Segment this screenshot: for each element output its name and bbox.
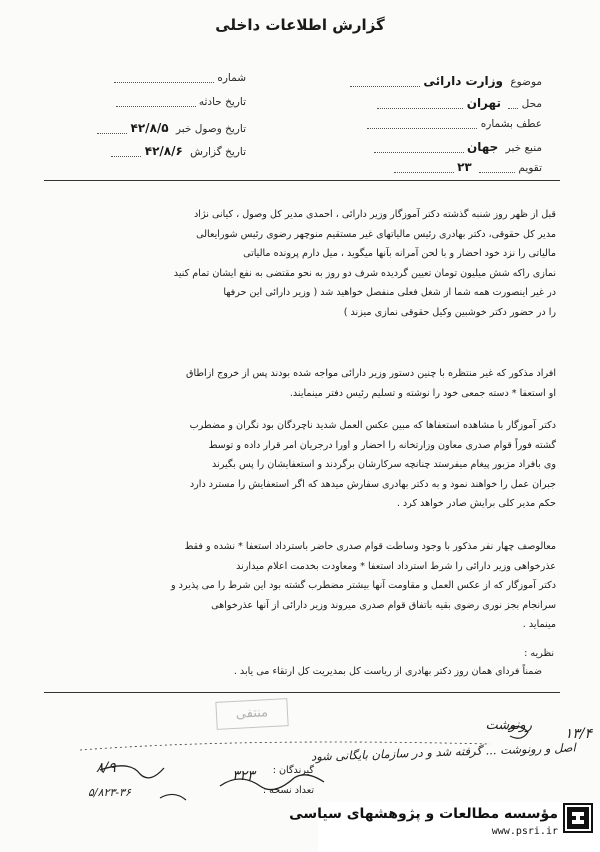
subject-row	[350, 74, 542, 88]
source-label: منبع خبر	[505, 142, 542, 154]
opinion-label: نظریه :	[524, 648, 554, 659]
handwriting-strokes	[40, 700, 560, 810]
eval-row	[394, 160, 542, 174]
paragraph-4	[54, 537, 556, 635]
report-date-label: تاریخ گزارش	[190, 146, 246, 158]
eval-label: تقویم	[518, 162, 542, 174]
source-row	[374, 140, 542, 154]
received-date-value: ۴۲/۸/۵	[130, 121, 169, 135]
report-date-row	[111, 144, 246, 158]
paragraph-line: سرانجام بجز نوری رضوی بقیه باتفاق قوام صدری میروند وزیر دارائی از آنها عذرخواهی	[211, 599, 556, 611]
paragraph-line: نمازی راکه شش میلیون تومان تعیین گردیده شرف دو روز به نحو مقتضی به نفع ایشان تمام کنید	[173, 267, 556, 279]
institute-name: مؤسسه مطالعات و پژوهشهای سیاسی	[289, 806, 558, 822]
place-label: محل	[521, 98, 542, 110]
handwritten-note: اصل و رونوشت ... گرفته شد و در سازمان بایگانی شود	[311, 740, 577, 764]
paragraph-line: مینماید .	[522, 619, 556, 631]
paragraph-line: افراد مذکور که غیر منتظره با چنین دستور وزیر دارائی مواجه شده بودند پس از خروج ازاطاق	[186, 368, 556, 379]
handwritten-number-left: ۸/۹	[96, 760, 116, 776]
subject-value: وزارت دارائی	[423, 74, 503, 88]
paragraph-line: معالوصف چهار نفر مذکور با وجود وساطت قوام صدری حاضر باسترداد استعفا * نشده و فقط	[184, 541, 556, 552]
subject-label: موضوع	[510, 76, 542, 88]
recipients-label: گیرندگان :	[272, 765, 314, 776]
handwritten-number-mid: ۳۲۳	[232, 768, 255, 784]
place-value: تهران	[466, 96, 501, 110]
paragraph-line: او استعفا * دسته جمعی خود را نوشته و تسلیم رئیس دفتر مینمایند.	[289, 387, 556, 399]
paragraph-line: قبل از ظهر روز شنبه گذشته دکتر آموزگار وزیر دارائی ، احمدی مدیر کل وصول ، کیانی نژاد	[194, 209, 556, 220]
handwritten-signature: رونوشت	[485, 718, 532, 733]
header-divider	[44, 180, 560, 181]
institute-url[interactable]: www.psri.ir	[491, 826, 558, 837]
paragraph-line: را در حضور دکتر خوشبین وکیل حقوقی نمازی میزند )	[343, 306, 556, 318]
received-date-label: تاریخ وصول خبر	[175, 123, 246, 135]
footer-divider	[44, 692, 560, 693]
place-row	[377, 96, 542, 110]
paragraph-1	[54, 205, 556, 323]
source-value: جهان	[466, 140, 499, 154]
footnote: ضمناً فردای همان روز دکتر بهادری از ریاست کل بمدیریت کل ارتقاء می یابد .	[233, 666, 542, 677]
paragraph-3	[54, 416, 556, 514]
paragraph-2	[54, 364, 556, 403]
paragraph-line: عذرخواهی وزیر دارائی را شرط استرداد استعفا * ومعاودت بخدمت اعلام میدارند	[236, 560, 556, 572]
received-date-row	[97, 121, 246, 135]
paragraph-line: دکتر آموزگار که از عکس العمل و مقاومت آنها بیشتر مضطرب گشته بود این شرط را می پذیرد و	[170, 580, 556, 592]
incident-date-row	[116, 96, 247, 108]
paragraph-line: مدیر کل حقوقی، دکتر بهادری رئیس مالیاتهای غیر مستقیم منوچهر رضوی رئیس شورایعالی	[196, 228, 556, 240]
handwritten-code: ۱۳/۴	[564, 726, 592, 742]
handwritten-file-code: ۵/۸۲۳-۳۶	[88, 786, 131, 799]
attach-row	[367, 118, 542, 130]
paragraph-line: مالیاتی را نزد خود احضار و با لحن آمرانه بآنها میگوید ، میل دارم پرونده مالیاتی	[243, 248, 556, 260]
institute-logo-icon	[563, 803, 593, 833]
paragraph-line: وی بافراد مزبور پیغام میفرستد چنانچه سرکارشان برگردند و استعفایشان را پس بگیرند	[212, 459, 556, 471]
paragraph-line: گشته فوراً قوام صدری معاون وزارتخانه را احضار و اورا درجریان امر قرار داده و توسط	[208, 439, 556, 451]
paragraph-line: حکم مدیر کلی برایش صادر خواهد کرد .	[396, 498, 556, 510]
faded-stamp: منتفی	[215, 698, 288, 730]
copies-label: تعداد نسخه :	[262, 785, 314, 796]
number-label: شماره	[217, 72, 246, 84]
number-row	[114, 72, 246, 84]
eval-value: ۲۳	[457, 160, 472, 174]
paragraph-line: دکتر آموزگار با مشاهده استعفاها که مبین عکس العمل شدید ناچردگان بود نگران و مضطرب	[189, 420, 556, 431]
paragraph-line: در غیر اینصورت همه شما از شغل فعلی منفصل خواهید شد ( وزیر دارائی این حرفها	[223, 287, 556, 299]
report-date-value: ۴۲/۸/۶	[144, 144, 183, 158]
incident-date-label: تاریخ حادثه	[198, 96, 246, 108]
attach-label: عطف بشماره	[480, 118, 542, 130]
paragraph-line: جبران عمل را خواهند نمود و به دکتر بهادری سفارش میدهد که اگر استعفایش را مسترد دارد	[189, 478, 556, 490]
report-title: گزارش اطلاعات داخلی	[215, 16, 385, 34]
